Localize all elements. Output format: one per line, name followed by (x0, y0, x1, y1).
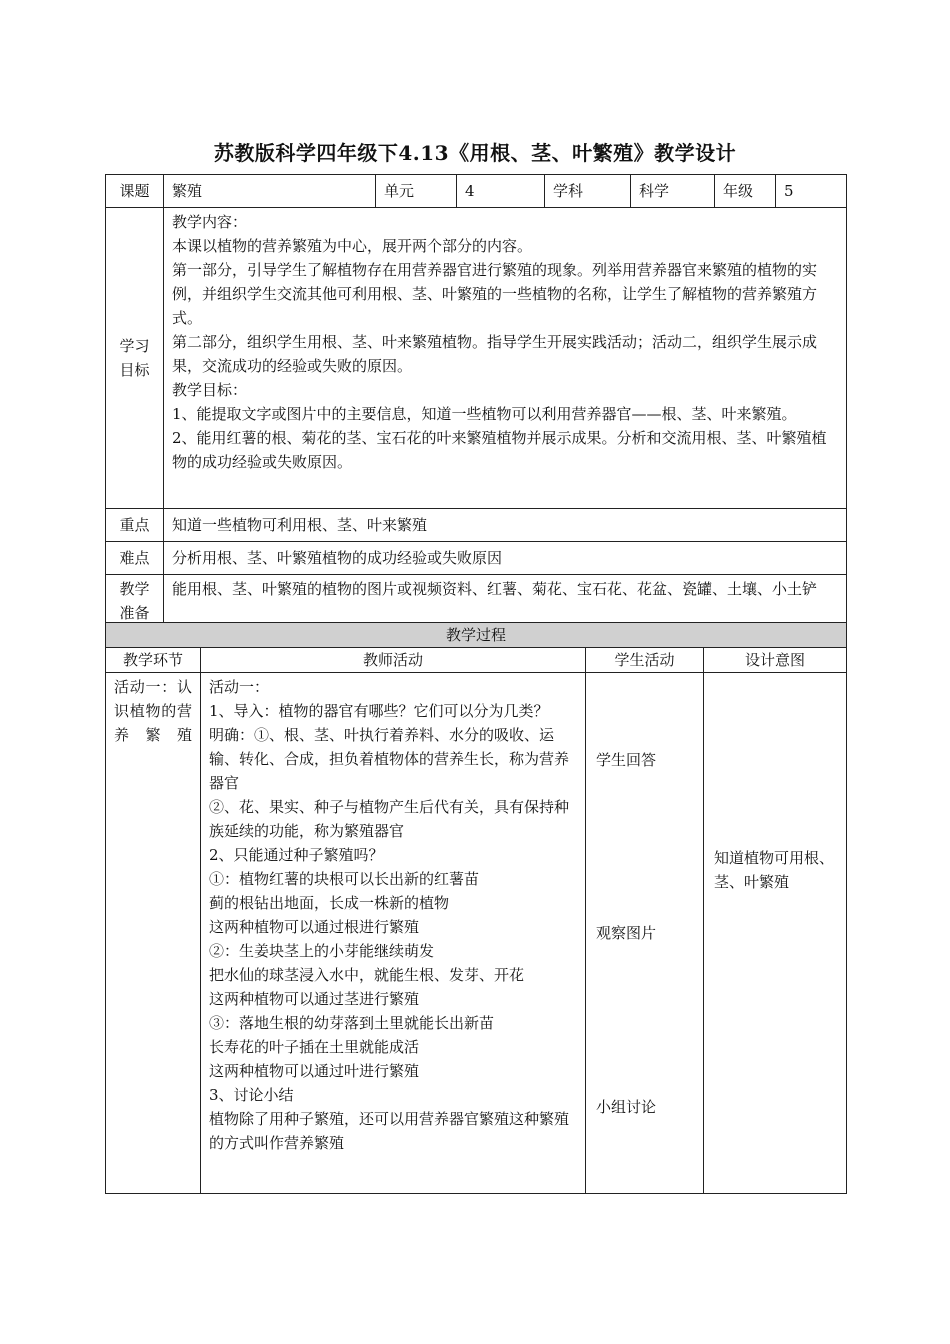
goals-line: 2、能用红薯的根、菊花的茎、宝石花的叶来繁殖植物并展示成果。分析和交流用根、茎、叶繁殖植物的成功经验或失败原因。 (172, 429, 827, 471)
teacher-line: 植物除了用种子繁殖，还可以用营养器官繁殖这种繁殖的方式叫作营养繁殖 (209, 1110, 570, 1152)
design-intent: 知道植物可用根、茎、叶繁殖 (714, 849, 835, 891)
grade-label: 年级 (715, 175, 776, 208)
goals-row (106, 208, 847, 509)
teacher-line: 把水仙的球茎浸入水中，就能生根、发芽、开花 (209, 966, 525, 984)
header-student: 学生活动 (586, 648, 704, 673)
prep-row (106, 575, 847, 628)
subject-label: 课题 (106, 175, 164, 208)
difficulty-row (106, 542, 847, 575)
process-header-row (106, 648, 847, 673)
teacher-line: 明确：①、根、茎、叶执行着养料、水分的吸收、运输、转化、合成，担负着植物体的营养生长，称为营养器官 (209, 726, 570, 792)
goals-label: 学习目标 (106, 208, 164, 509)
goals-line: 1、能提取文字或图片中的主要信息，知道一些植物可以利用营养器官——根、茎、叶来繁殖。 (172, 405, 797, 423)
teacher-line: 3、讨论小结 (209, 1086, 294, 1104)
goals-line: 教学内容： (172, 213, 248, 231)
teacher-line: ②、花、果实、种子与植物产生后代有关，具有保持种族延续的功能，称为繁殖器官 (209, 798, 570, 840)
header-teacher: 教师活动 (201, 648, 586, 673)
header-intent: 设计意图 (704, 648, 847, 673)
key-value: 知道一些植物可利用根、茎、叶来繁殖 (164, 509, 847, 542)
header-stage: 教学环节 (106, 648, 201, 673)
key-row (106, 509, 847, 542)
prep-value: 能用根、茎、叶繁殖的植物的图片或视频资料、红薯、菊花、宝石花、花盆、瓷罐、土壤、小土铲 (164, 575, 847, 628)
grade-value: 5 (776, 175, 847, 208)
discipline-value: 科学 (631, 175, 715, 208)
teacher-line: 这两种植物可以通过茎进行繁殖 (209, 990, 420, 1008)
design-intent-cell (704, 673, 847, 1194)
student-activity-cell (586, 673, 704, 1194)
key-label: 重点 (106, 509, 164, 542)
student-observe: 观察图片 (596, 924, 657, 942)
unit-label: 单元 (376, 175, 457, 208)
lesson-info-table (105, 174, 847, 628)
teacher-line: 这两种植物可以通过叶进行繁殖 (209, 1062, 420, 1080)
activity-row (106, 673, 847, 1194)
teacher-activity-cell (201, 673, 586, 1194)
difficulty-value: 分析用根、茎、叶繁殖植物的成功经验或失败原因 (164, 542, 847, 575)
discipline-label: 学科 (545, 175, 631, 208)
goals-content (164, 208, 847, 509)
unit-value: 4 (457, 175, 545, 208)
teacher-line: ①：植物红薯的块根可以长出新的红薯苗 (209, 870, 480, 888)
goals-line: 第一部分，引导学生了解植物存在用营养器官进行繁殖的现象。列举用营养器官来繁殖的植物的实例，并组织学生交流其他可利用根、茎、叶繁殖的一些植物的名称，让学生了解植物的营养繁殖方式。 (172, 261, 818, 327)
stage-text: 活动一：认识植物的营养繁殖 (114, 678, 192, 744)
teacher-line: 蓟的根钻出地面，长成一株新的植物 (209, 894, 450, 912)
student-answer: 学生回答 (596, 751, 657, 769)
teacher-line: 1、导入：植物的器官有哪些？它们可以分为几类？ (209, 702, 549, 720)
subject-value: 繁殖 (164, 175, 376, 208)
process-table (105, 622, 847, 1194)
teacher-line: 长寿花的叶子插在土里就能成活 (209, 1038, 420, 1056)
process-banner: 教学过程 (106, 623, 847, 648)
prep-label: 教学准备 (106, 575, 164, 628)
page-title: 苏教版科学四年级下4.13《用根、茎、叶繁殖》教学设计 (213, 141, 737, 165)
info-header-row (106, 175, 847, 208)
goals-line: 本课以植物的营养繁殖为中心，展开两个部分的内容。 (172, 237, 533, 255)
student-discuss: 小组讨论 (596, 1098, 657, 1116)
teacher-line: 活动一： (209, 678, 270, 696)
difficulty-label: 难点 (106, 542, 164, 575)
process-banner-row (106, 623, 847, 648)
goals-line: 教学目标： (172, 381, 248, 399)
teacher-line: ②：生姜块茎上的小芽能继续萌发 (209, 942, 435, 960)
goals-line: 第二部分，组织学生用根、茎、叶来繁殖植物。指导学生开展实践活动；活动二，组织学生展示成果，交流成功的经验或失败的原因。 (172, 333, 818, 375)
teacher-line: ③：落地生根的幼芽落到土里就能长出新苗 (209, 1014, 495, 1032)
teacher-line: 2、只能通过种子繁殖吗？ (209, 846, 384, 864)
stage-cell (106, 673, 201, 1194)
teacher-line: 这两种植物可以通过根进行繁殖 (209, 918, 420, 936)
